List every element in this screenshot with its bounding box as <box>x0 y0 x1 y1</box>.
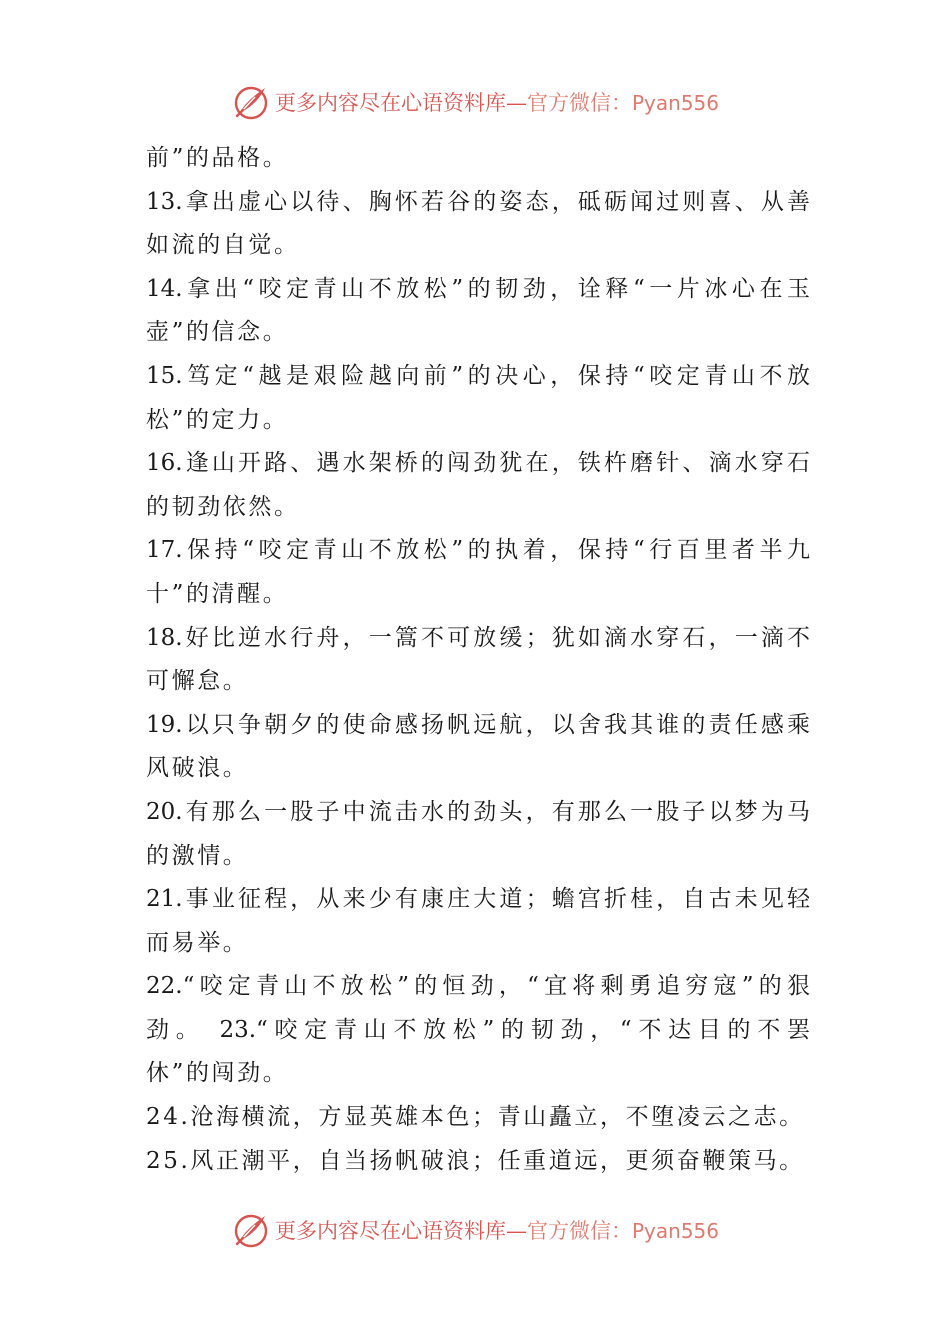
text-line: 18.好比逆水行舟，一篙不可放缓；犹如滴水穿石，一滴不 <box>146 624 810 651</box>
text-line: 壶”的信念。 <box>146 319 289 346</box>
text-line: 13.拿出虚心以待、胸怀若谷的姿态，砥砺闻过则喜、从善 <box>146 188 810 215</box>
header-banner <box>0 82 950 122</box>
footer-banner <box>0 1210 950 1250</box>
text-line: 16.逢山开路、遇水架桥的闯劲犹在，铁杵磨针、滴水穿石 <box>146 450 810 477</box>
text-line: 可懈怠。 <box>146 668 249 695</box>
text-line: 22.“咬定青山不放松”的恒劲，“宜将剩勇追穷寇”的狠 <box>146 973 810 1000</box>
wechat-label: 官方微信： <box>526 91 632 115</box>
banner-separator: — <box>505 1219 527 1243</box>
text-line: 21.事业征程，从来少有康庄大道；蟾宫折桂，自古未见轻 <box>146 886 810 913</box>
footer-banner-text <box>275 1215 719 1245</box>
quill-pen-logo-icon <box>231 82 271 122</box>
document-body <box>146 137 810 1183</box>
text-line: 而易举。 <box>146 929 249 956</box>
text-line: 14.拿出“咬定青山不放松”的韧劲，诠释“一片冰心在玉 <box>146 275 810 302</box>
banner-separator: — <box>505 91 527 115</box>
quill-pen-logo-icon <box>231 1210 271 1250</box>
text-line: 25.风正潮平，自当扬帆破浪；任重道远，更须奋鞭策马。 <box>146 1147 805 1174</box>
text-line: 20.有那么一股子中流击水的劲头，有那么一股子以梦为马 <box>146 798 810 825</box>
text-line: 风破浪。 <box>146 755 249 782</box>
banner-title: 更多内容尽在心语资料库 <box>274 1219 506 1243</box>
text-line: 24.沧海横流，方显英雄本色；青山矗立，不堕凌云之志。 <box>146 1104 805 1131</box>
text-line: 17.保持“咬定青山不放松”的执着，保持“行百里者半九 <box>146 537 810 564</box>
header-banner-text <box>275 87 719 117</box>
text-line: 如流的自觉。 <box>146 232 300 259</box>
text-line: 15.笃定“越是艰险越向前”的决心，保持“咬定青山不放 <box>146 362 810 389</box>
text-line: 十”的清醒。 <box>146 580 289 607</box>
text-line: 19.以只争朝夕的使命感扬帆远航，以舍我其谁的责任感乘 <box>146 711 810 738</box>
text-line: 休”的闯劲。 <box>146 1060 289 1087</box>
text-line: 的激情。 <box>146 842 249 869</box>
wechat-id: Pyan556 <box>631 1219 719 1243</box>
text-line: 的韧劲依然。 <box>146 493 300 520</box>
wechat-label: 官方微信： <box>526 1219 632 1243</box>
text-line: 劲。 23.“咬定青山不放松”的韧劲，“不达目的不罢 <box>146 1016 810 1043</box>
wechat-id: Pyan556 <box>631 91 719 115</box>
banner-title: 更多内容尽在心语资料库 <box>274 91 506 115</box>
text-line: 前”的品格。 <box>146 145 289 171</box>
text-line: 松”的定力。 <box>146 406 289 433</box>
